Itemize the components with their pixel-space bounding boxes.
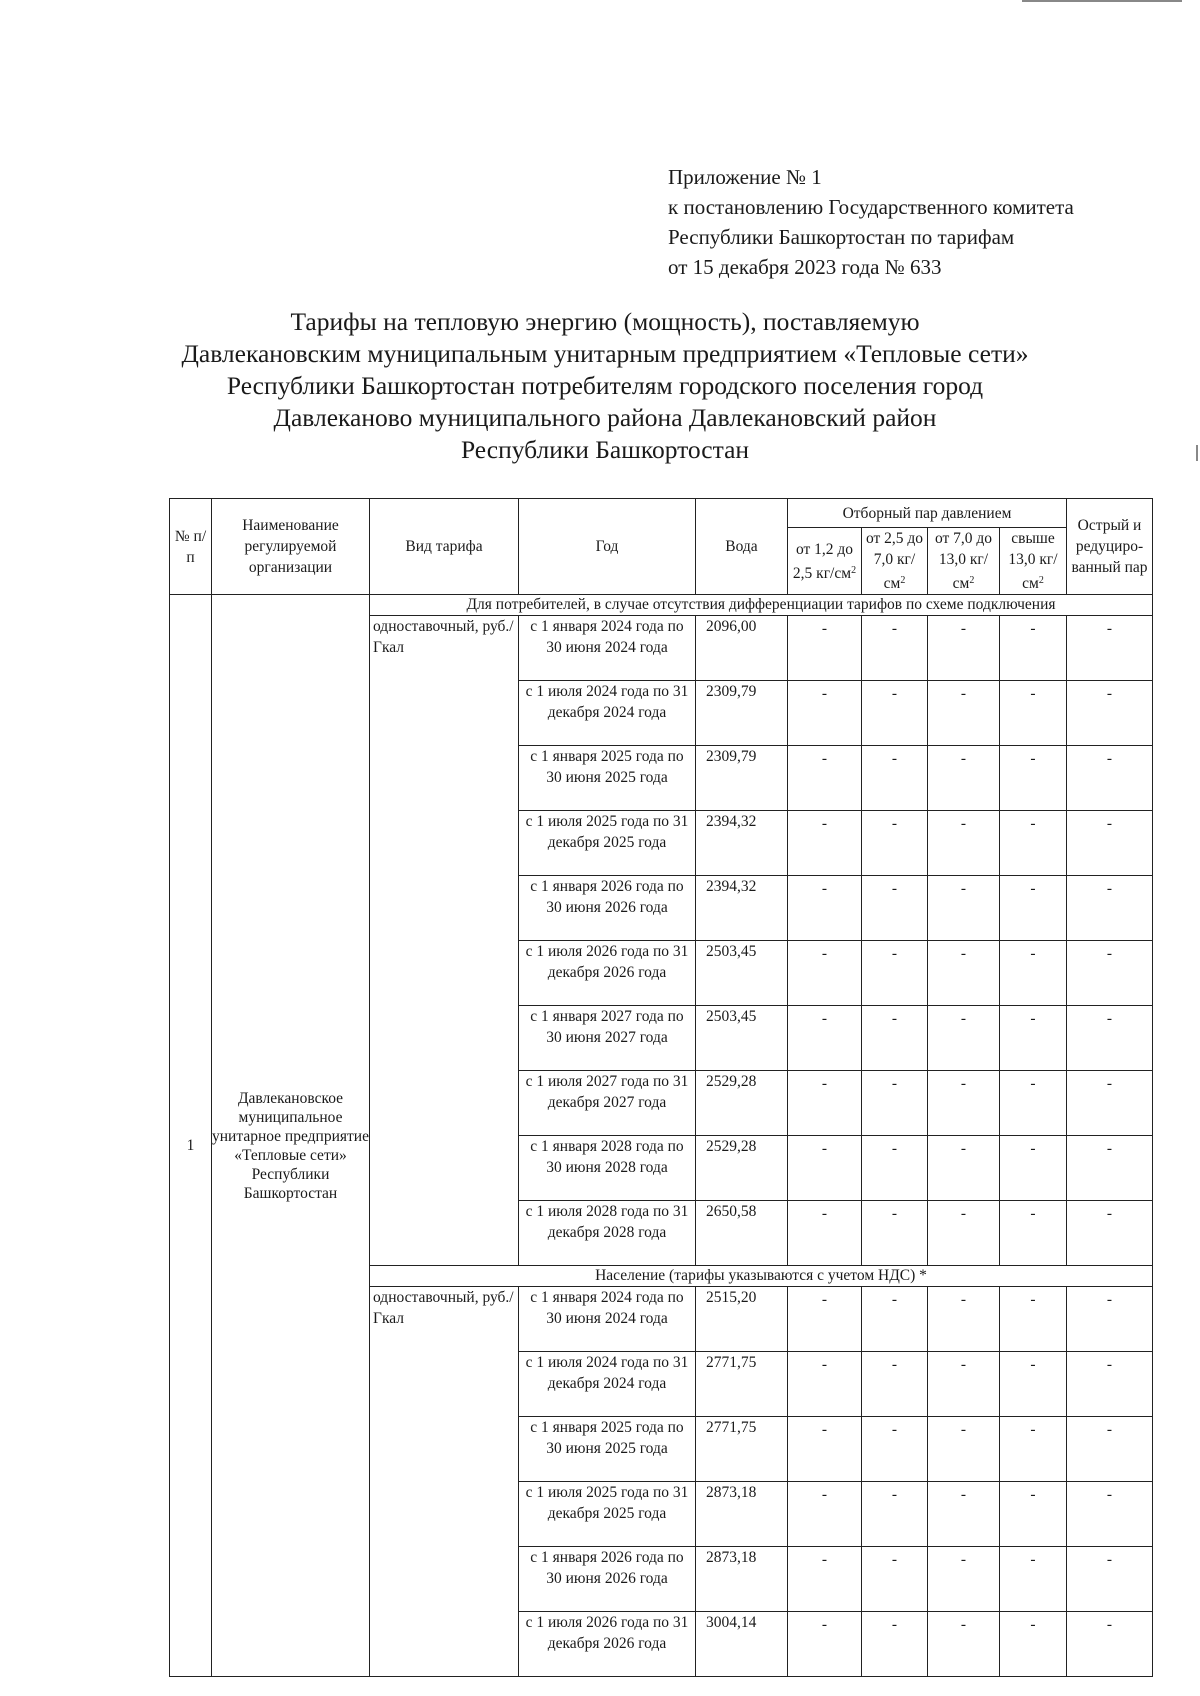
header-steam-col bbox=[928, 528, 1000, 595]
empty-value-dash: - bbox=[862, 1136, 928, 1201]
empty-value-dash: - bbox=[1000, 941, 1067, 1006]
appendix-line: Республики Башкортостан по тарифам bbox=[668, 225, 1015, 249]
empty-value-dash: - bbox=[1000, 616, 1067, 681]
section-header-row bbox=[170, 595, 1153, 616]
period-cell: с 1 января 2027 года по 30 июня 2027 года bbox=[519, 1006, 696, 1071]
empty-value-dash: - bbox=[862, 811, 928, 876]
water-value: 2503,45 bbox=[696, 1006, 788, 1071]
header-steam-col-label: от 2,5 до 7,0 кг/см bbox=[865, 530, 924, 592]
header-steam-col-sup: 2 bbox=[900, 575, 906, 586]
empty-value-dash: - bbox=[1000, 1201, 1067, 1266]
water-value: 2873,18 bbox=[696, 1547, 788, 1612]
empty-value-dash: - bbox=[788, 1287, 862, 1352]
water-value: 2529,28 bbox=[696, 1071, 788, 1136]
water-value: 2309,79 bbox=[696, 681, 788, 746]
period-cell: с 1 июля 2027 года по 31 декабря 2027 года bbox=[519, 1071, 696, 1136]
empty-value-dash: - bbox=[862, 1352, 928, 1417]
empty-value-dash: - bbox=[862, 1287, 928, 1352]
period-cell: с 1 января 2024 года по 30 июня 2024 года bbox=[519, 1287, 696, 1352]
empty-value-dash: - bbox=[788, 1006, 862, 1071]
empty-value-dash: - bbox=[928, 1071, 1000, 1136]
water-value: 2771,75 bbox=[696, 1417, 788, 1482]
empty-value-dash: - bbox=[788, 681, 862, 746]
period-cell: с 1 июля 2024 года по 31 декабря 2024 года bbox=[519, 1352, 696, 1417]
empty-value-dash: - bbox=[928, 1201, 1000, 1266]
header-water: Вода bbox=[696, 499, 788, 595]
empty-value-dash: - bbox=[862, 746, 928, 811]
empty-value-dash: - bbox=[862, 681, 928, 746]
header-steam-col bbox=[1000, 528, 1067, 595]
empty-value-dash: - bbox=[862, 1006, 928, 1071]
period-cell: с 1 июля 2025 года по 31 декабря 2025 года bbox=[519, 811, 696, 876]
empty-value-dash: - bbox=[1067, 681, 1153, 746]
scan-corner-mark bbox=[1022, 0, 1182, 2]
period-cell: с 1 июля 2024 года по 31 декабря 2024 года bbox=[519, 681, 696, 746]
title-line: Давлеканово муниципального района Давлекановский район bbox=[273, 403, 937, 432]
empty-value-dash: - bbox=[1067, 1287, 1153, 1352]
header-steam-col-label: свыше 13,0 кг/см bbox=[1008, 530, 1058, 592]
header-steam-col-label: от 1,2 до 2,5 кг/см bbox=[792, 540, 854, 582]
empty-value-dash: - bbox=[1067, 1352, 1153, 1417]
empty-value-dash: - bbox=[788, 1547, 862, 1612]
empty-value-dash: - bbox=[788, 1071, 862, 1136]
header-steam-col-sup: 2 bbox=[1038, 575, 1044, 586]
empty-value-dash: - bbox=[1000, 1352, 1067, 1417]
empty-value-dash: - bbox=[788, 811, 862, 876]
empty-value-dash: - bbox=[1000, 1482, 1067, 1547]
header-tariff-type: Вид тарифа bbox=[370, 499, 519, 595]
empty-value-dash: - bbox=[1000, 1287, 1067, 1352]
empty-value-dash: - bbox=[862, 1071, 928, 1136]
empty-value-dash: - bbox=[1067, 1547, 1153, 1612]
empty-value-dash: - bbox=[928, 876, 1000, 941]
empty-value-dash: - bbox=[1000, 1136, 1067, 1201]
water-value: 2309,79 bbox=[696, 746, 788, 811]
empty-value-dash: - bbox=[788, 1352, 862, 1417]
empty-value-dash: - bbox=[1000, 1417, 1067, 1482]
empty-value-dash: - bbox=[928, 1352, 1000, 1417]
empty-value-dash: - bbox=[1067, 1071, 1153, 1136]
water-value: 2503,45 bbox=[696, 941, 788, 1006]
empty-value-dash: - bbox=[1067, 1482, 1153, 1547]
header-steam-col-sup: 2 bbox=[969, 575, 975, 586]
empty-value-dash: - bbox=[862, 1547, 928, 1612]
empty-value-dash: - bbox=[788, 941, 862, 1006]
empty-value-dash: - bbox=[1067, 941, 1153, 1006]
header-steam-col-sup: 2 bbox=[851, 564, 857, 576]
period-cell: с 1 января 2028 года по 30 июня 2028 года bbox=[519, 1136, 696, 1201]
organization-name: Давлекановское муниципальное унитарное предприятие «Тепловые сети» Республики Башкортостан bbox=[212, 595, 370, 1677]
empty-value-dash: - bbox=[1067, 1136, 1153, 1201]
empty-value-dash: - bbox=[862, 1201, 928, 1266]
empty-value-dash: - bbox=[928, 1612, 1000, 1677]
period-cell: с 1 июля 2026 года по 31 декабря 2026 года bbox=[519, 1612, 696, 1677]
water-value: 2515,20 bbox=[696, 1287, 788, 1352]
empty-value-dash: - bbox=[788, 1201, 862, 1266]
period-cell: с 1 июля 2026 года по 31 декабря 2026 года bbox=[519, 941, 696, 1006]
empty-value-dash: - bbox=[862, 1612, 928, 1677]
period-cell: с 1 января 2026 года по 30 июня 2026 года bbox=[519, 1547, 696, 1612]
empty-value-dash: - bbox=[1000, 746, 1067, 811]
title-line: Давлекановским муниципальным унитарным предприятием «Тепловые сети» bbox=[181, 339, 1029, 368]
empty-value-dash: - bbox=[788, 616, 862, 681]
empty-value-dash: - bbox=[1000, 876, 1067, 941]
period-cell: с 1 июля 2025 года по 31 декабря 2025 года bbox=[519, 1482, 696, 1547]
empty-value-dash: - bbox=[928, 1136, 1000, 1201]
title-line: Республики Башкортостан потребителям городского поселения город bbox=[226, 371, 984, 400]
empty-value-dash: - bbox=[928, 941, 1000, 1006]
period-cell: с 1 января 2024 года по 30 июня 2024 года bbox=[519, 616, 696, 681]
water-value: 2394,32 bbox=[696, 811, 788, 876]
empty-value-dash: - bbox=[788, 876, 862, 941]
scan-edge-mark bbox=[1196, 445, 1198, 461]
empty-value-dash: - bbox=[928, 681, 1000, 746]
period-cell: с 1 января 2025 года по 30 июня 2025 года bbox=[519, 1417, 696, 1482]
empty-value-dash: - bbox=[862, 1417, 928, 1482]
water-value: 2771,75 bbox=[696, 1352, 788, 1417]
empty-value-dash: - bbox=[928, 811, 1000, 876]
empty-value-dash: - bbox=[862, 1482, 928, 1547]
water-value: 2096,00 bbox=[696, 616, 788, 681]
empty-value-dash: - bbox=[1067, 1417, 1153, 1482]
empty-value-dash: - bbox=[862, 941, 928, 1006]
section-title: Для потребителей, в случае отсутствия дифференциации тарифов по схеме подключения bbox=[370, 595, 1153, 616]
header-num: № п/п bbox=[170, 499, 212, 595]
document-title bbox=[150, 306, 1060, 466]
empty-value-dash: - bbox=[928, 746, 1000, 811]
empty-value-dash: - bbox=[1067, 1006, 1153, 1071]
section-title: Население (тарифы указываются с учетом НДС) * bbox=[370, 1266, 1153, 1287]
water-value: 2650,58 bbox=[696, 1201, 788, 1266]
empty-value-dash: - bbox=[1000, 1547, 1067, 1612]
water-value: 2394,32 bbox=[696, 876, 788, 941]
empty-value-dash: - bbox=[1000, 1612, 1067, 1677]
empty-value-dash: - bbox=[788, 1482, 862, 1547]
header-sharp-steam: Острый и редуциро-ванный пар bbox=[1067, 499, 1153, 595]
header-year: Год bbox=[519, 499, 696, 595]
empty-value-dash: - bbox=[1067, 811, 1153, 876]
row-number: 1 bbox=[170, 595, 212, 1677]
empty-value-dash: - bbox=[1000, 1006, 1067, 1071]
empty-value-dash: - bbox=[788, 1136, 862, 1201]
appendix-line: Приложение № 1 bbox=[668, 165, 822, 189]
empty-value-dash: - bbox=[788, 746, 862, 811]
header-steam-col bbox=[862, 528, 928, 595]
period-cell: с 1 января 2025 года по 30 июня 2025 года bbox=[519, 746, 696, 811]
empty-value-dash: - bbox=[1000, 811, 1067, 876]
header-steam-group: Отборный пар давлением bbox=[788, 499, 1067, 528]
empty-value-dash: - bbox=[1067, 746, 1153, 811]
empty-value-dash: - bbox=[928, 1482, 1000, 1547]
empty-value-dash: - bbox=[928, 1547, 1000, 1612]
header-steam-col-label: от 7,0 до 13,0 кг/см bbox=[934, 530, 993, 592]
appendix-line: к постановлению Государственного комитета bbox=[668, 195, 1074, 219]
title-line: Республики Башкортостан bbox=[460, 435, 750, 464]
empty-value-dash: - bbox=[1067, 1612, 1153, 1677]
empty-value-dash: - bbox=[928, 616, 1000, 681]
empty-value-dash: - bbox=[788, 1612, 862, 1677]
water-value: 2529,28 bbox=[696, 1136, 788, 1201]
empty-value-dash: - bbox=[862, 876, 928, 941]
empty-value-dash: - bbox=[928, 1417, 1000, 1482]
tariff-type: одноставочный, руб./Гкал bbox=[370, 616, 519, 1266]
empty-value-dash: - bbox=[788, 1417, 862, 1482]
tariff-type: одноставочный, руб./Гкал bbox=[370, 1287, 519, 1677]
appendix-block bbox=[668, 162, 1074, 282]
empty-value-dash: - bbox=[928, 1287, 1000, 1352]
empty-value-dash: - bbox=[1067, 876, 1153, 941]
water-value: 3004,14 bbox=[696, 1612, 788, 1677]
empty-value-dash: - bbox=[928, 1006, 1000, 1071]
period-cell: с 1 января 2026 года по 30 июня 2026 года bbox=[519, 876, 696, 941]
appendix-line: от 15 декабря 2023 года № 633 bbox=[668, 255, 942, 279]
title-line: Тарифы на тепловую энергию (мощность), поставляемую bbox=[290, 307, 920, 336]
empty-value-dash: - bbox=[1000, 681, 1067, 746]
tariff-table bbox=[169, 498, 1153, 1677]
empty-value-dash: - bbox=[862, 616, 928, 681]
header-steam-col bbox=[788, 528, 862, 595]
header-org: Наименование регулируемой организации bbox=[212, 499, 370, 595]
water-value: 2873,18 bbox=[696, 1482, 788, 1547]
empty-value-dash: - bbox=[1067, 1201, 1153, 1266]
period-cell: с 1 июля 2028 года по 31 декабря 2028 года bbox=[519, 1201, 696, 1266]
empty-value-dash: - bbox=[1000, 1071, 1067, 1136]
empty-value-dash: - bbox=[1067, 616, 1153, 681]
